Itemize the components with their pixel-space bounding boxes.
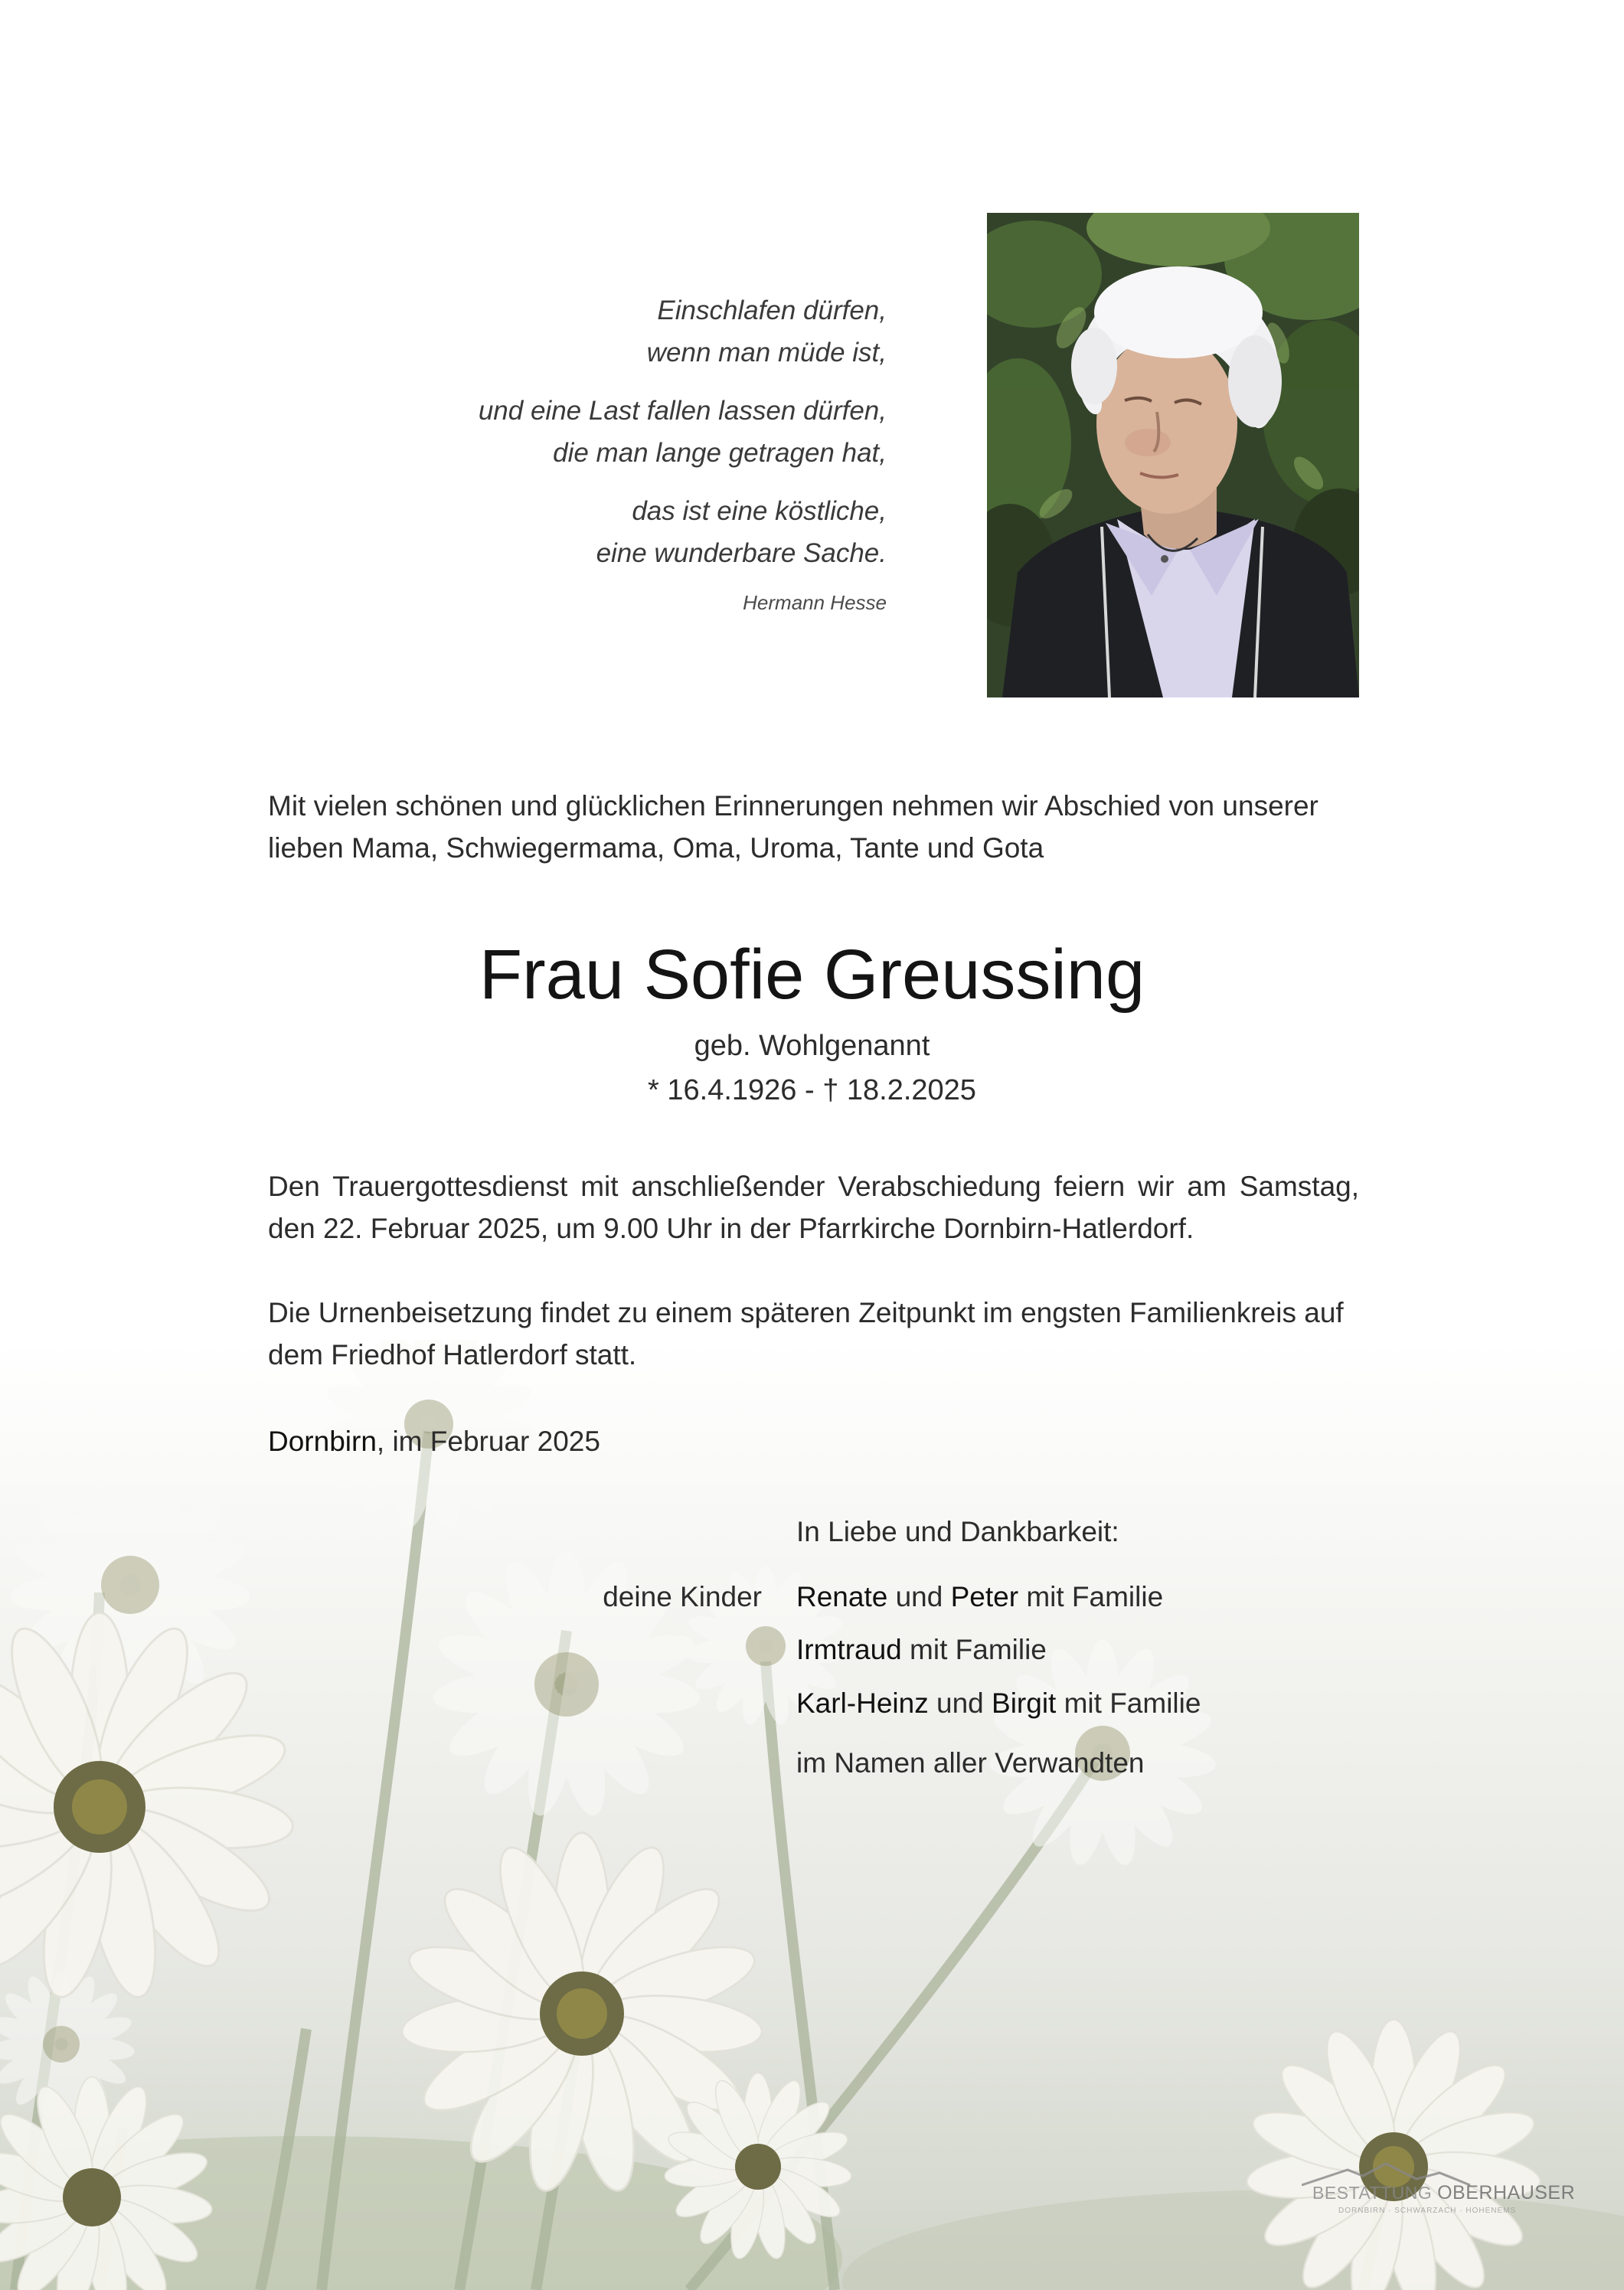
deceased-details <box>0 1024 1624 1112</box>
poem <box>383 289 887 618</box>
life-dates: * 16.4.1926 - † 18.2.2025 <box>648 1074 976 1106</box>
poem-line: wenn man müde ist, <box>646 338 887 368</box>
poem-author: Hermann Hesse <box>743 591 887 614</box>
mourner-line <box>796 1682 1201 1724</box>
poem-line: die man lange getragen hat, <box>553 438 887 468</box>
mourner-name: Karl-Heinz <box>796 1687 929 1719</box>
poem-line: und eine Last fallen lassen dürfen, <box>478 396 887 426</box>
logo-prefix: BESTATTUNG <box>1312 2183 1438 2203</box>
children-label: deine Kinder <box>603 1581 762 1612</box>
logo-tagline: DORNBIRN · SCHWARZACH · HOHENEMS <box>1338 2207 1517 2215</box>
birth-name: geb. Wohlgenannt <box>694 1030 930 1062</box>
poem-stanza <box>383 390 887 474</box>
poem-line: eine wunderbare Sache. <box>596 538 887 568</box>
burial-paragraph: Die Urnenbeisetzung findet zu einem späteren Zeitpunkt im engsten Familienkreis auf dem Friedhof Hatlerdorf statt. <box>268 1297 1344 1370</box>
poem-line: Einschlafen dürfen, <box>657 296 887 325</box>
poem-stanza <box>383 289 887 374</box>
poem-line: das ist eine köstliche, <box>632 496 887 526</box>
mourner-line <box>796 1576 1163 1618</box>
relatives-line: im Namen aller Verwandten <box>796 1747 1145 1779</box>
mourner-line <box>796 1628 1047 1671</box>
place-date <box>268 1420 600 1462</box>
family-suffix: mit Familie <box>1056 1687 1201 1719</box>
mourner-name: Birgit <box>992 1687 1057 1719</box>
date-text: , im Februar 2025 <box>376 1426 600 1457</box>
deceased-name: Frau Sofie Greussing <box>479 936 1145 1014</box>
poem-stanza <box>383 490 887 574</box>
portrait-illustration <box>987 213 1359 697</box>
logo-brand: OBERHAUSER <box>1437 2182 1576 2203</box>
mourner-name: Renate <box>796 1581 888 1612</box>
mourner-name: Irmtraud <box>796 1634 902 1665</box>
family-suffix: mit Familie <box>1018 1581 1164 1612</box>
place-name: Dornbirn <box>268 1426 377 1457</box>
connector: und <box>928 1687 992 1719</box>
family-suffix: mit Familie <box>901 1634 1047 1665</box>
mourners-intro: In Liebe und Dankbarkeit: <box>796 1516 1119 1547</box>
logo-text <box>1312 2182 1575 2204</box>
funeral-home-logo <box>1302 2159 1576 2236</box>
portrait-photo <box>987 213 1359 697</box>
daisy-illustration <box>0 1340 1624 2290</box>
mourner-name: Peter <box>950 1581 1019 1612</box>
service-paragraph: Den Trauergottesdienst mit anschließender Verabschiedung feiern wir am Samstag, den 22. Februar 2025, um 9.00 Uhr in der Pfarrkirche Dornbirn-Hatlerdorf. <box>268 1171 1359 1244</box>
intro-text: Mit vielen schönen und glücklichen Erinnerungen nehmen wir Abschied von unserer lieben Mama, Schwiegermama, Oma, Uroma, Tante und Gota <box>268 790 1318 864</box>
connector: und <box>887 1581 951 1612</box>
daisy-background <box>0 1340 1624 2290</box>
